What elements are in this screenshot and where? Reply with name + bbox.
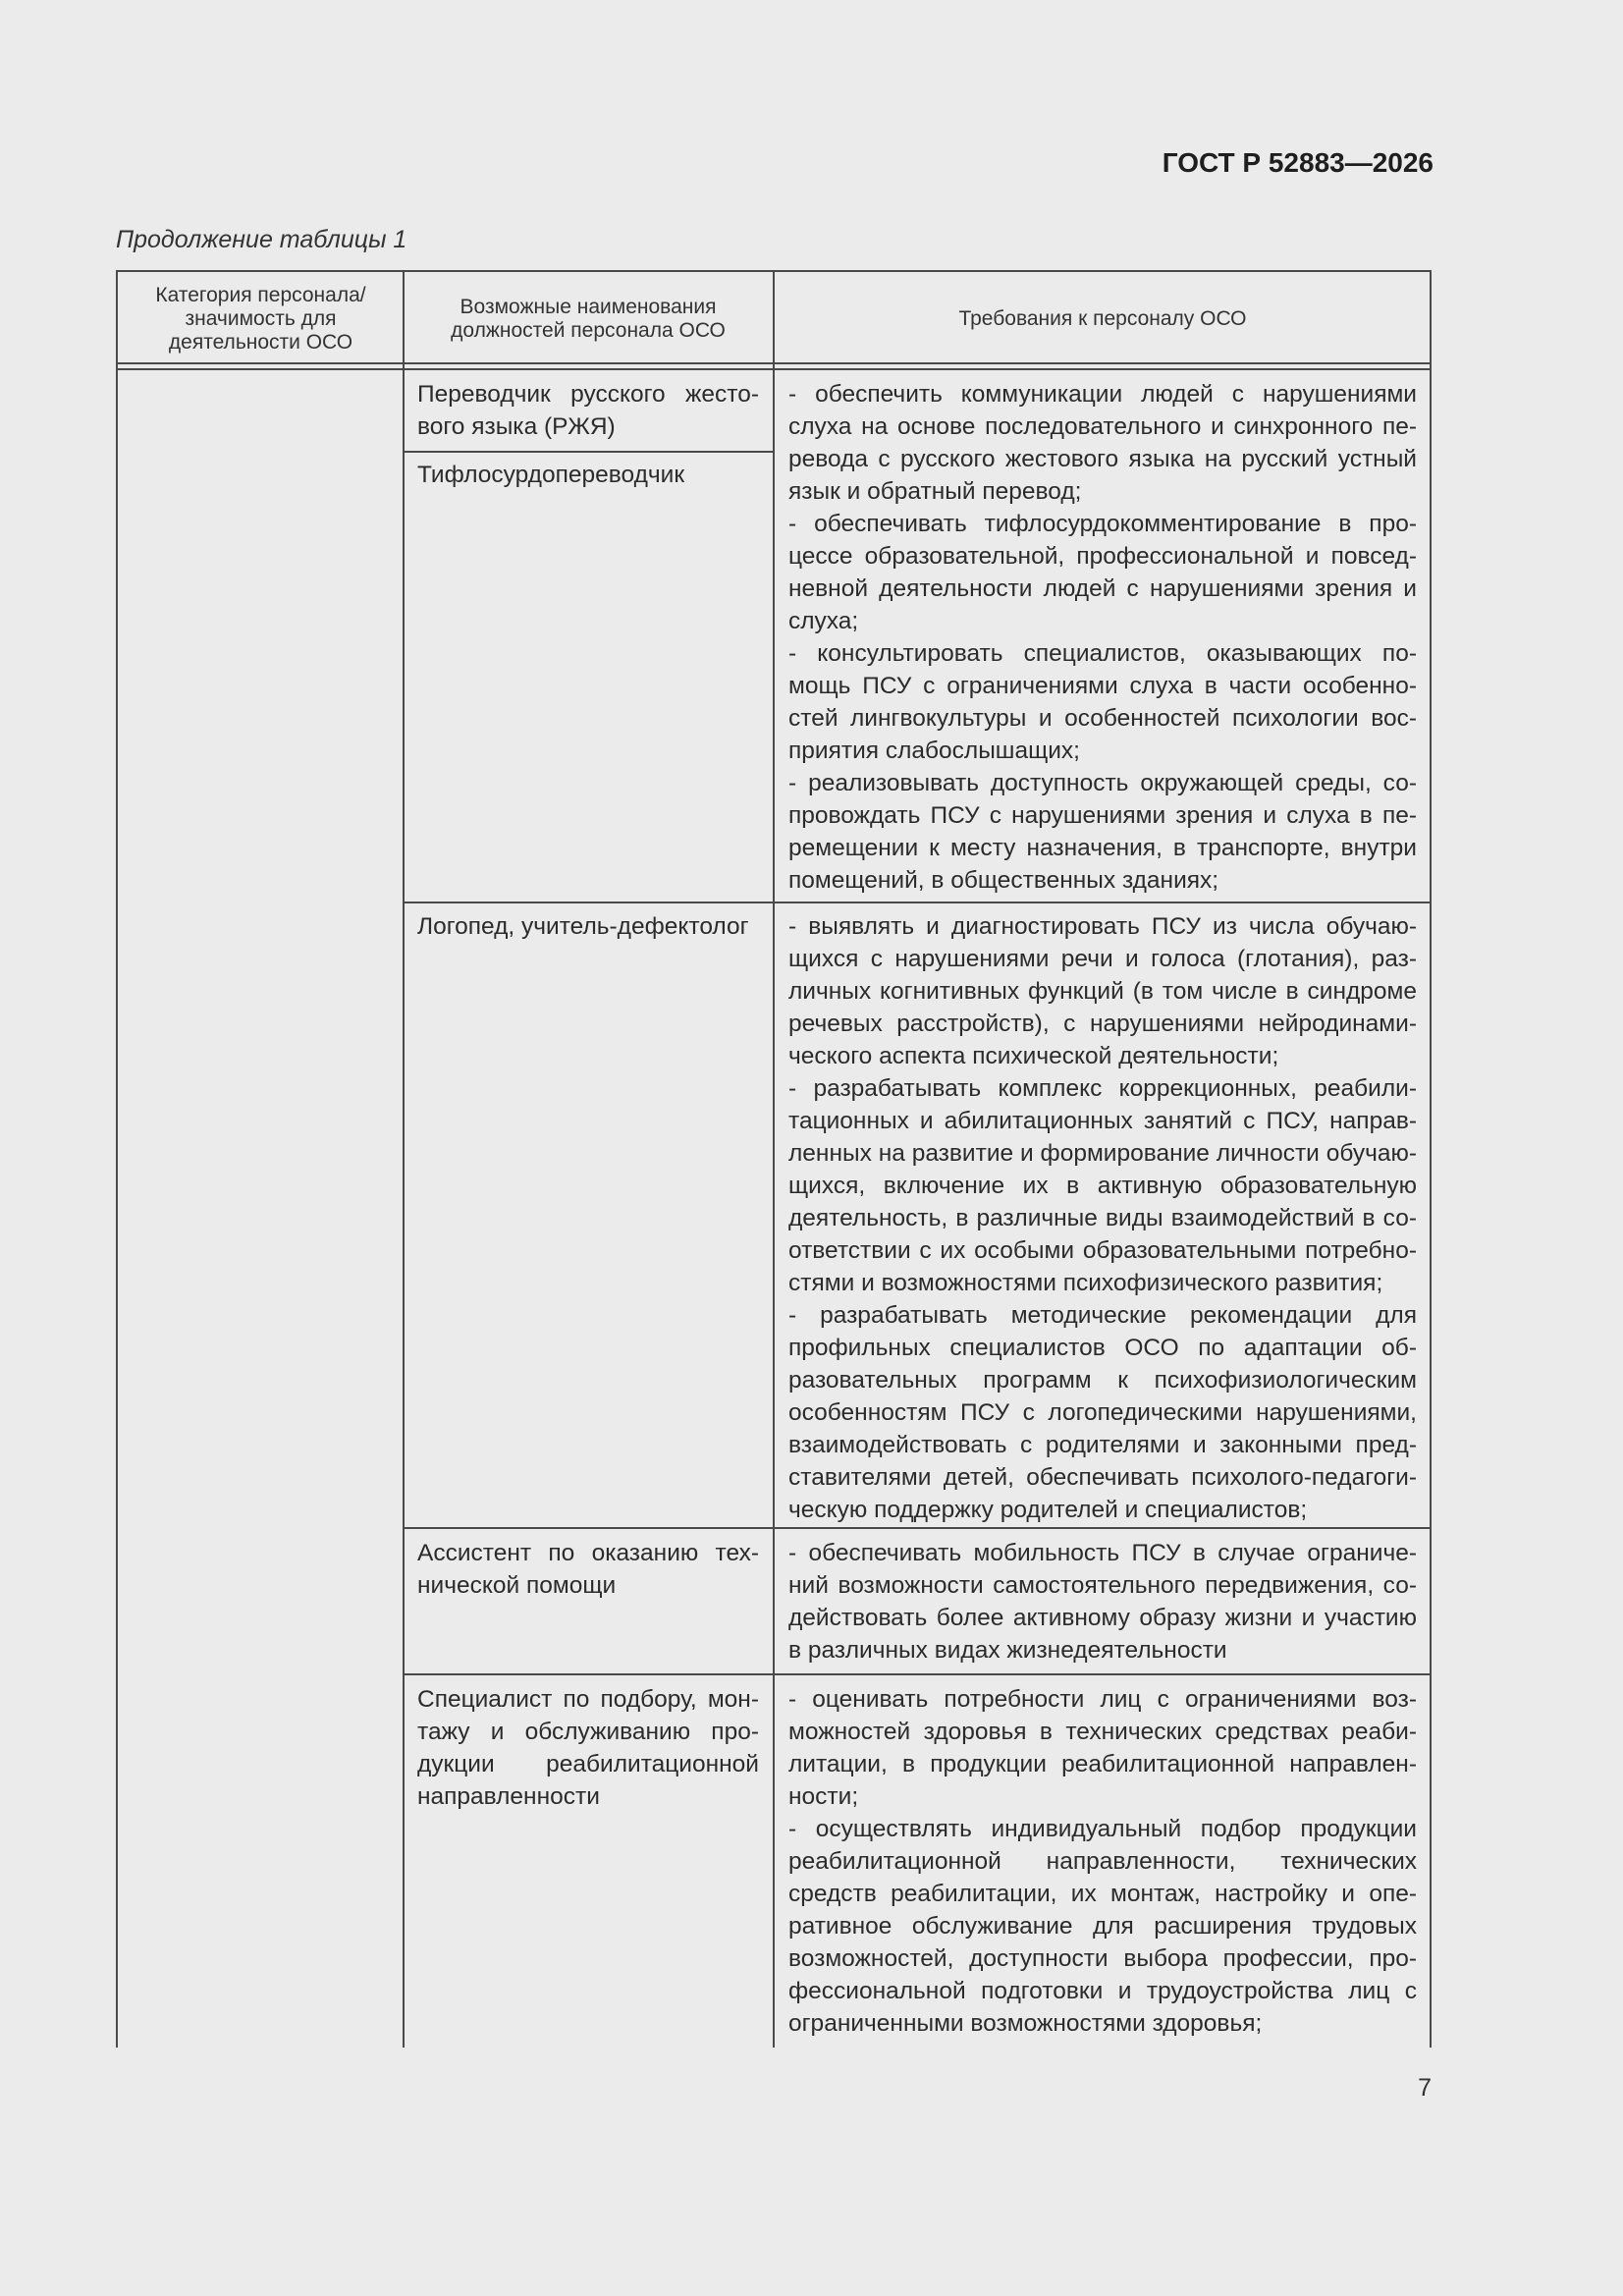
requirement-line: - обеспечить коммуникации людей с нарушениями: [788, 381, 1417, 408]
position-cell-rehab-specialist: [417, 1683, 759, 1813]
requirement-line: ческого аспекта психической деятельности;: [788, 1043, 1279, 1069]
position-line: вого языка (РЖЯ): [417, 413, 616, 440]
requirement-line: тационных и абилитационных занятий с ПСУ, направ-: [788, 1108, 1417, 1134]
requirements-cell-1: [788, 378, 1417, 897]
requirement-line: - разрабатывать комплекс коррекционных, реабили-: [788, 1075, 1417, 1102]
requirement-line: - выявлять и диагностировать ПСУ из числа обучаю-: [788, 913, 1417, 940]
requirement-line: ответствии с их особыми образовательными потребно-: [788, 1237, 1417, 1264]
row-separator-3: [403, 1673, 1431, 1675]
position-cell-assistant: [417, 1537, 759, 1602]
requirement-line: слуха;: [788, 608, 859, 634]
requirement-line: можностей здоровья в технических средствах реаби-: [788, 1719, 1417, 1745]
requirement-line: - осуществлять индивидуальный подбор продукции: [788, 1816, 1417, 1842]
position-cell-logoped: [417, 910, 759, 943]
requirement-line: цессе образовательной, профессиональной и повсед-: [788, 543, 1417, 570]
requirement-line: особенностям ПСУ с логопедическими нарушениями,: [788, 1399, 1417, 1426]
requirement-line: стей лингвокультуры и особенностей психологии вос-: [788, 705, 1417, 732]
position-line: Переводчик русского жесто-: [417, 381, 759, 408]
requirement-line: - обеспечивать тифлосурдокомментирование в про-: [788, 511, 1417, 537]
requirement-line: ревода с русского жестового языка на русский устный: [788, 446, 1417, 472]
table-right-border: [1430, 270, 1432, 2048]
header-category: Категория персонала/ значимость для деятельности ОСО: [155, 284, 366, 354]
position-cell-rzhya: [417, 378, 759, 443]
requirement-line: личных когнитивных функций (в том числе в синдроме: [788, 978, 1417, 1005]
row-separator-1: [403, 902, 1431, 903]
column-divider-1: [403, 270, 405, 2048]
column-divider-2: [773, 270, 775, 2048]
requirement-line: ности;: [788, 1783, 859, 1810]
requirement-line: слуха на основе последовательного и синхронного пе-: [788, 413, 1417, 440]
requirements-cell-4: [788, 1683, 1417, 2040]
position-line: нической помощи: [417, 1572, 617, 1599]
requirement-line: ративное обслуживание для расширения трудовых: [788, 1913, 1417, 1940]
requirement-line: фессиональной подготовки и трудоустройства лиц с: [788, 1978, 1417, 2004]
position-line: Тифлосурдопереводчик: [417, 462, 685, 488]
position-line: Специалист по подбору, мон-: [417, 1686, 759, 1713]
table-caption: Продолжение таблицы 1: [116, 226, 407, 253]
row-separator-pos-1: [403, 451, 774, 453]
requirement-line: - разрабатывать методические рекомендации для: [788, 1302, 1417, 1329]
position-line: дукции реабилитационной: [417, 1751, 759, 1777]
requirement-line: разовательных программ к психофизиологическим: [788, 1367, 1417, 1394]
requirement-line: средств реабилитации, их монтаж, настройку и опе-: [788, 1881, 1417, 1907]
requirement-line: приятия слабослышащих;: [788, 738, 1080, 764]
requirement-line: мощь ПСУ с ограничениями слуха в части особенно-: [788, 673, 1417, 699]
position-line: Логопед, учитель-дефектолог: [417, 913, 749, 940]
requirement-line: в различных видах жизнедеятельности: [788, 1637, 1227, 1664]
document-standard-number: ГОСТ Р 52883—2026: [1162, 147, 1434, 178]
requirement-line: действовать более активному образу жизни и участию: [788, 1605, 1417, 1631]
page-number: 7: [1418, 2074, 1432, 2102]
position-line: Ассистент по оказанию тех-: [417, 1540, 759, 1566]
requirement-line: реабилитационной направленности, технических: [788, 1848, 1417, 1875]
requirements-cell-2: [788, 910, 1417, 1526]
requirement-line: ленных на развитие и формирование личности обучаю-: [788, 1140, 1417, 1167]
requirement-line: ставителями детей, обеспечивать психолого-педагоги-: [788, 1464, 1417, 1491]
requirement-line: взаимодействовать с родителями и законными пред-: [788, 1432, 1417, 1458]
requirement-line: ний возможности самостоятельного передвижения, со-: [788, 1572, 1417, 1599]
requirement-line: - консультировать специалистов, оказывающих по-: [788, 640, 1417, 667]
position-cell-tiflosurdo: [417, 459, 759, 491]
requirement-line: щихся, включение их в активную образовательную: [788, 1173, 1417, 1199]
requirement-line: - обеспечивать мобильность ПСУ в случае ограниче-: [788, 1540, 1417, 1566]
requirements-table: [116, 270, 1431, 2048]
requirement-line: - реализовывать доступность окружающей среды, со-: [788, 770, 1417, 796]
requirement-line: профильных специалистов ОСО по адаптации об-: [788, 1335, 1417, 1361]
position-line: тажу и обслуживанию про-: [417, 1719, 759, 1745]
requirement-line: щихся с нарушениями речи и голоса (глотания), раз-: [788, 946, 1417, 972]
requirement-line: речевых расстройств), с нарушениями нейродинами-: [788, 1011, 1417, 1037]
header-positions: Возможные наименования должностей персонала ОСО: [451, 296, 726, 342]
requirement-line: помещений, в общественных зданиях;: [788, 867, 1219, 894]
requirement-line: деятельность, в различные виды взаимодействий в со-: [788, 1205, 1417, 1231]
requirement-line: - оценивать потребности лиц с ограничениями воз-: [788, 1686, 1417, 1713]
requirement-line: провождать ПСУ с нарушениями зрения и слуха в пе-: [788, 802, 1417, 829]
requirements-cell-3: [788, 1537, 1417, 1667]
requirement-line: литации, в продукции реабилитационной направлен-: [788, 1751, 1417, 1777]
requirement-line: ограниченными возможностями здоровья;: [788, 2010, 1263, 2037]
requirement-line: ческую поддержку родителей и специалистов;: [788, 1497, 1308, 1523]
row-separator-2: [403, 1527, 1431, 1529]
header-requirements: Требования к персоналу ОСО: [958, 307, 1247, 330]
requirement-line: невной деятельности людей с нарушениями зрения и: [788, 575, 1417, 602]
position-line: направленности: [417, 1783, 600, 1810]
requirement-line: ремещении к месту назначения, в транспорте, внутри: [788, 835, 1417, 861]
requirement-line: возможностей, доступности выбора профессии, про-: [788, 1945, 1417, 1972]
requirement-line: стями и возможностями психофизического развития;: [788, 1270, 1383, 1296]
requirement-line: язык и обратный перевод;: [788, 478, 1082, 505]
table-left-border: [116, 270, 118, 2048]
